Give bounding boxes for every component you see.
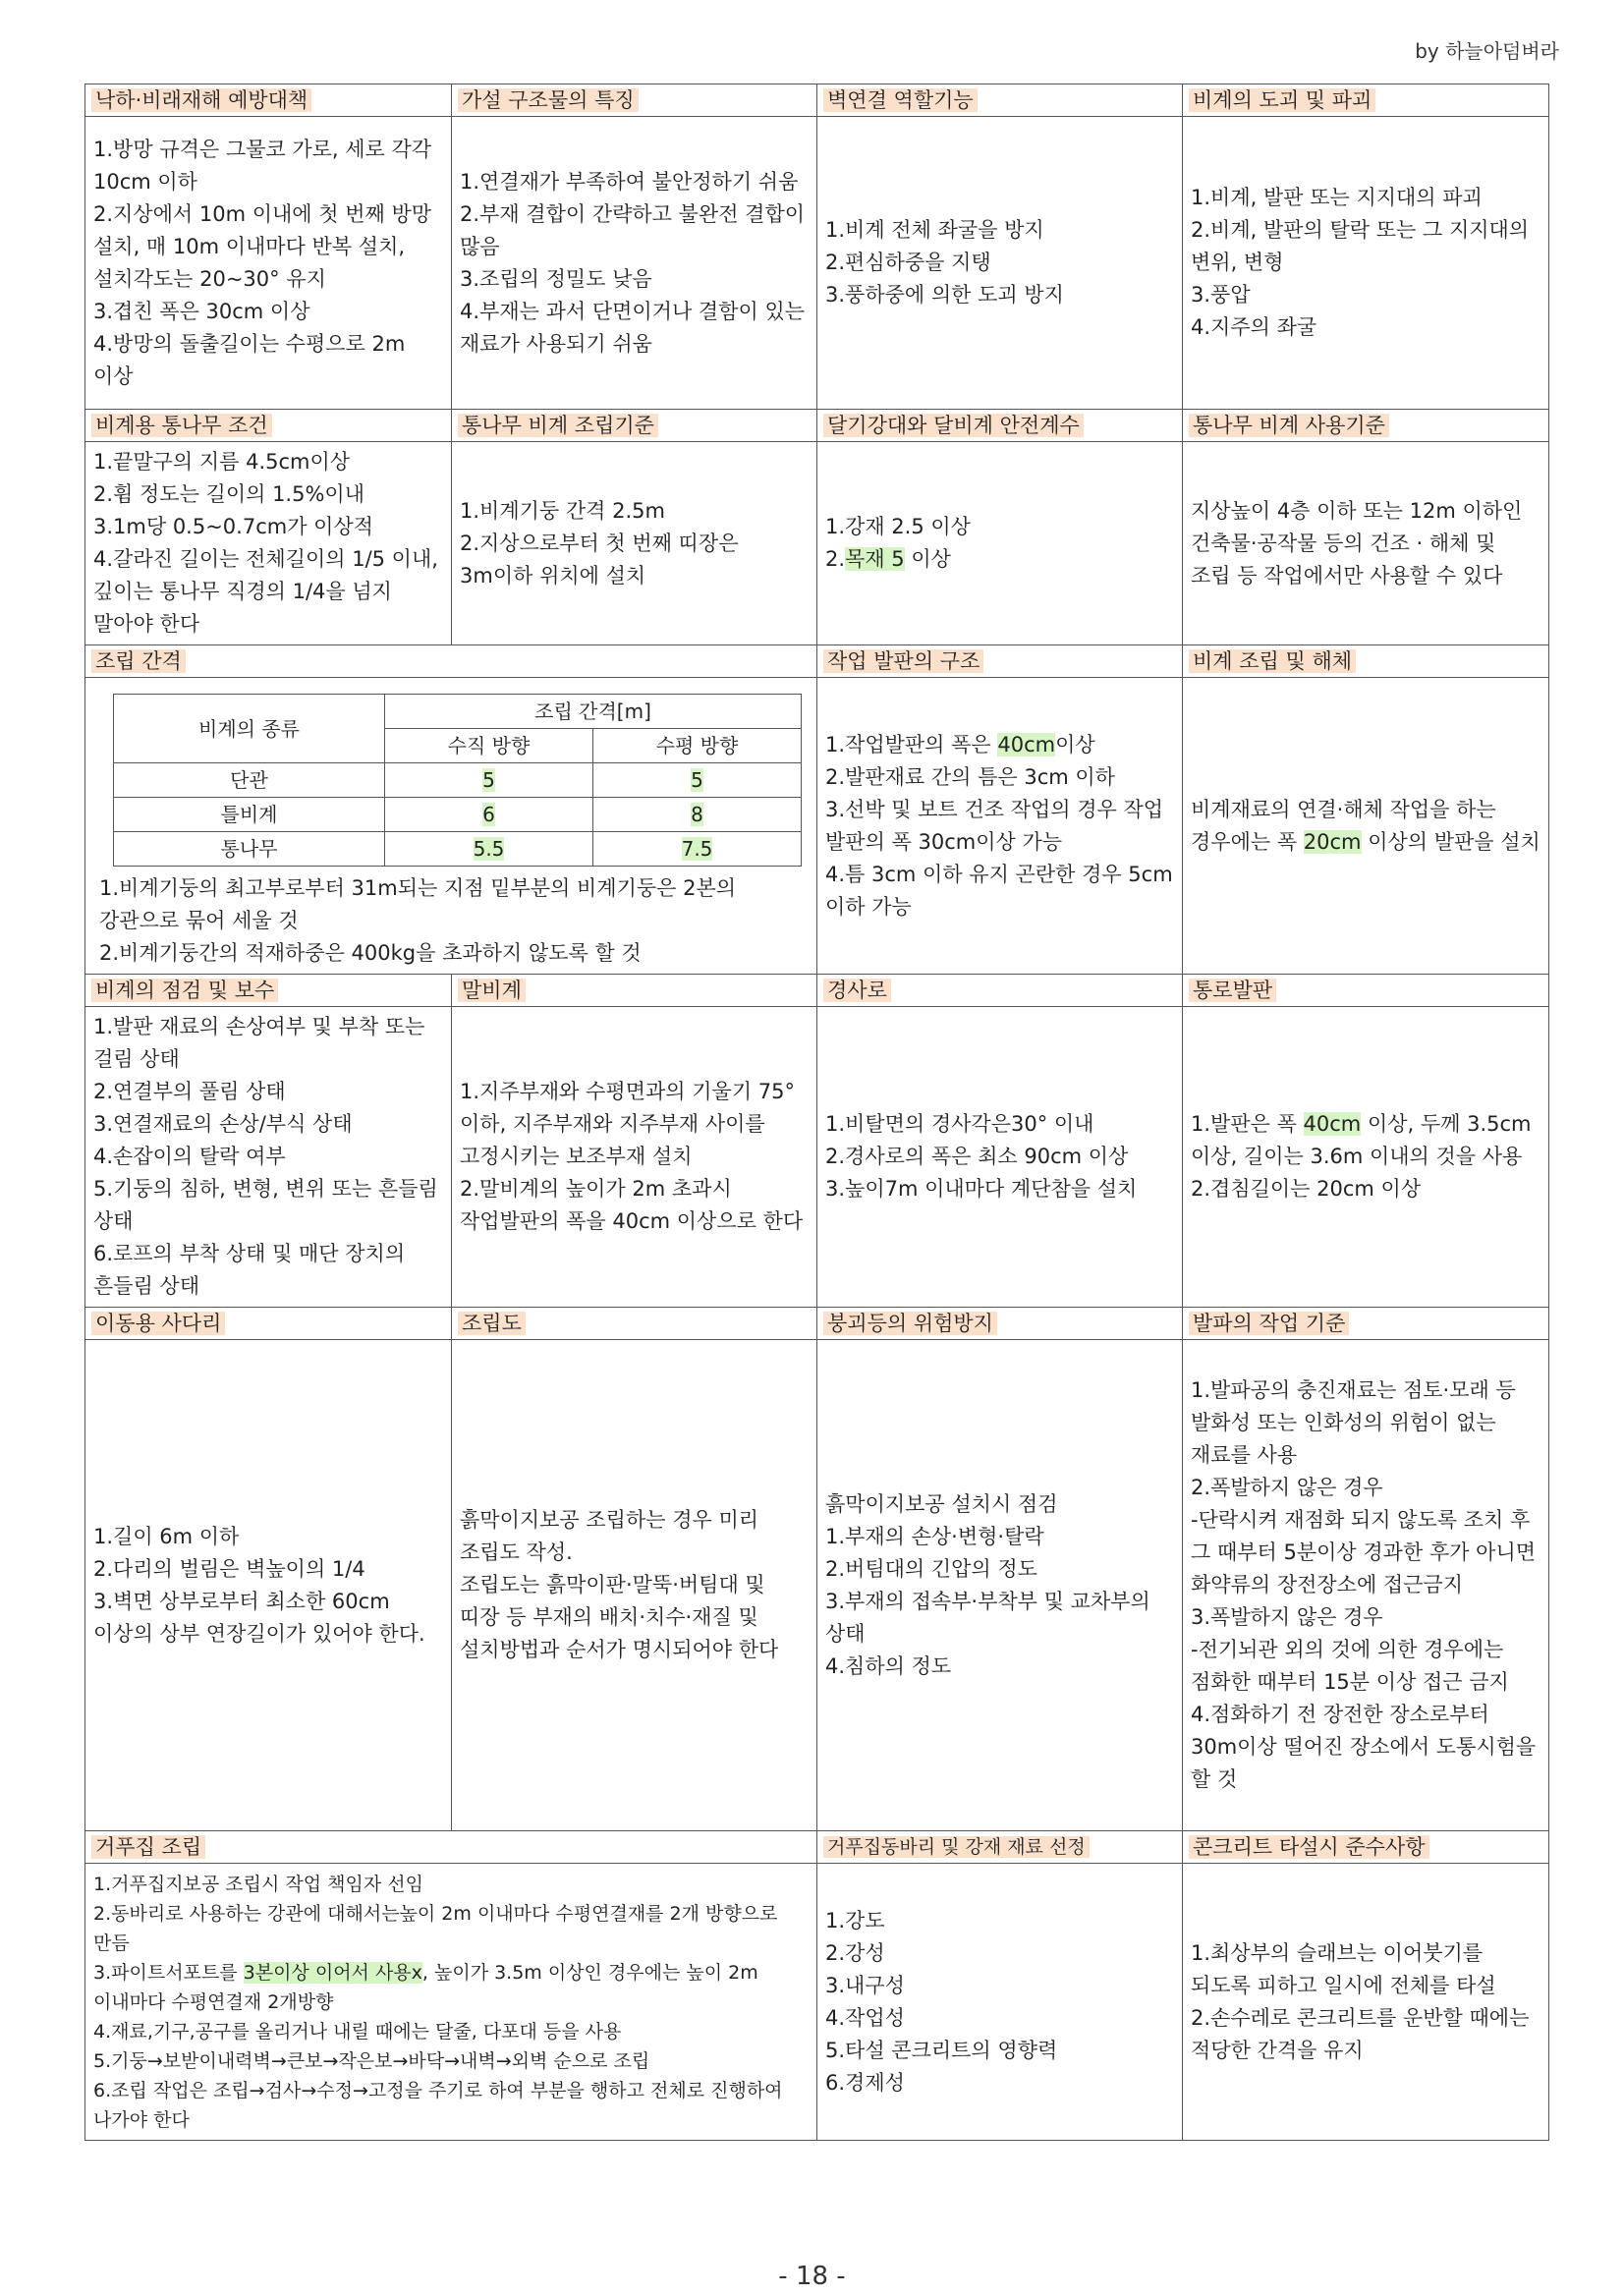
cell-log-condition: 1.끝말구의 지름 4.5cm이상 2.휨 정도는 길이의 1.5%이내 3.1m당 0.5~0.7cm가 이상적 4.갈라진 길이는 전체길이의 1/5 이내, 깊이는 통나무 직경의 1/4을 넘지 말아야 한다 <box>85 442 452 645</box>
cell-wall-tie: 1.비계 전체 좌굴을 방지 2.편심하중을 지탱 3.풍하중에 의한 도괴 방지 <box>817 117 1183 410</box>
interval-table <box>113 694 802 867</box>
interval-kind: 틀비계 <box>114 798 385 832</box>
heading-ramp: 경사로 <box>817 975 1183 1007</box>
interval-vertical: 5 <box>385 763 593 798</box>
table-row <box>114 798 802 832</box>
cell-material-selection: 1.강도 2.강성 3.내구성 4.작업성 5.타설 콘크리트의 영향력 6.경제성 <box>817 1864 1183 2141</box>
author-byline: by 하늘아덤벼라 <box>1415 39 1559 63</box>
heading-material-selection: 거푸집동바리 및 강재 재료 선정 <box>817 1831 1183 1864</box>
safety-summary-table <box>84 84 1549 2141</box>
cell-log-assembly: 1.비계기둥 간격 2.5m 2.지상으로부터 첫 번째 띠장은 3m이하 위치에 설치 <box>452 442 817 645</box>
heading-assembly-interval: 조립 간격 <box>85 645 817 678</box>
cell-collapse-prevention: 흙막이지보공 설치시 점검 1.부재의 손상·변형·탈락 2.버팀대의 긴압의 정도 3.부재의 접속부·부착부 및 교차부의 상태 4.침하의 정도 <box>817 1340 1183 1831</box>
heading-ladder: 이동용 사다리 <box>85 1308 452 1340</box>
heading-fall-prevention: 낙하·비래재해 예방대책 <box>85 84 452 117</box>
heading-temporary-structure: 가설 구조물의 특징 <box>452 84 817 117</box>
cell-assembly-drawing: 흙막이지보공 조립하는 경우 미리 조립도 작성. 조립도는 흙막이판·말뚝·버팀대 및 띠장 등 부재의 배치·치수·재질 및 설치방법과 순서가 명시되어야 한다 <box>452 1340 817 1831</box>
interval-horizontal: 8 <box>593 798 802 832</box>
heading-inspection: 비계의 점검 및 보수 <box>85 975 452 1007</box>
cell-safety-factor: 1.강재 2.5 이상 2.목재 5 이상 <box>817 442 1183 645</box>
cell-ramp: 1.비탈면의 경사각은30° 이내 2.경사로의 폭은 최소 90cm 이상 3.높이7m 이내마다 계단참을 설치 <box>817 1007 1183 1308</box>
heading-log-assembly: 통나무 비계 조립기준 <box>452 410 817 442</box>
cell-fall-prevention: 1.방망 규격은 그물코 가로, 세로 각각 10cm 이하 2.지상에서 10m 이내에 첫 번째 방망 설치, 매 10m 이내마다 반복 설치, 설치각도는 20~30° 유지 3.겹친 폭은 30cm 이상 4.방망의 돌출길이는 수평으로 2m 이상 <box>85 117 452 410</box>
cell-ladder: 1.길이 6m 이하 2.다리의 벌림은 벽높이의 1/4 3.벽면 상부로부터 최소한 60cm 이상의 상부 연장길이가 있어야 한다. <box>85 1340 452 1831</box>
heading-safety-factor: 달기강대와 달비계 안전계수 <box>817 410 1183 442</box>
cell-log-usage: 지상높이 4층 이하 또는 12m 이하인 건축물·공작물 등의 건조 · 해체 및 조립 등 작업에서만 사용할 수 있다 <box>1183 442 1549 645</box>
interval-col-horizontal: 수평 방향 <box>593 729 802 763</box>
heading-assembly-drawing: 조립도 <box>452 1308 817 1340</box>
cell-walkway: 1.발판은 폭 40cm 이상, 두께 3.5cm 이상, 길이는 3.6m 이내의 것을 사용 2.겹침길이는 20cm 이상 <box>1183 1007 1549 1308</box>
cell-blasting: 1.발파공의 충진재료는 점토·모래 등 발화성 또는 인화성의 위험이 없는 재료를 사용 2.폭발하지 않은 경우 -단락시켜 재점화 되지 않도록 조치 후 그 때부터 5분이상 경과한 후가 아니면 화약류의 장전장소에 접근금지 3.폭발하지 않은 경우 -전기뇌관 외의 것에 의한 경우에는 점화한 때부터 15분 이상 접근 금지 4.점화하기 전 장전한 장소로부터 30m이상 떨어진 장소에서 도통시험을 할 것 <box>1183 1340 1549 1831</box>
table-row <box>114 832 802 867</box>
cell-platform-structure: 1.작업발판의 폭은 40cm이상 2.발판재료 간의 틈은 3cm 이하 3.선박 및 보트 건조 작업의 경우 작업 발판의 폭 30cm이상 가능 4.틈 3cm 이하 유지 곤란한 경우 5cm 이하 가능 <box>817 678 1183 975</box>
interval-col-kind: 비계의 종류 <box>114 695 385 763</box>
interval-col-gap: 조립 간격[m] <box>385 695 802 729</box>
heading-walkway: 통로발판 <box>1183 975 1549 1007</box>
cell-assembly-interval <box>85 678 817 975</box>
heading-wall-tie: 벽연결 역할기능 <box>817 84 1183 117</box>
interval-notes: 1.비계기둥의 최고부로부터 31m되는 지점 밑부분의 비계기둥은 2본의 강관으로 묶어 세울 것 2.비계기둥간의 적재하중은 400kg을 초과하지 않도록 할 것 <box>99 876 743 965</box>
heading-log-condition: 비계용 통나무 조건 <box>85 410 452 442</box>
interval-horizontal: 7.5 <box>593 832 802 867</box>
heading-blasting: 발파의 작업 기준 <box>1183 1308 1549 1340</box>
heading-scaffold-collapse: 비계의 도괴 및 파괴 <box>1183 84 1549 117</box>
cell-horse-scaffold: 1.지주부재와 수평면과의 기울기 75° 이하, 지주부재와 지주부재 사이를 고정시키는 보조부재 설치 2.말비계의 높이가 2m 초과시 작업발판의 폭을 40cm 이상으로 한다 <box>452 1007 817 1308</box>
cell-inspection: 1.발판 재료의 손상여부 및 부착 또는 걸림 상태 2.연결부의 풀림 상태 3.연결재료의 손상/부식 상태 4.손잡이의 탈락 여부 5.기둥의 침하, 변형, 변위 또는 흔들림 상태 6.로프의 부착 상태 및 매단 장치의 흔들림 상태 <box>85 1007 452 1308</box>
page-number: - 18 - <box>778 2262 846 2291</box>
cell-formwork: 1.거푸집지보공 조립시 작업 책임자 선임 2.동바리로 사용하는 강관에 대해서는높이 2m 이내마다 수평연결재를 2개 방향으로 만듬 3.파이트서포트를 3본이상 이어서 사용x, 높이가 3.5m 이상인 경우에는 높이 2m 이내마다 수평연결재 2개방향 4.재료,기구,공구를 올리거나 내릴 때에는 달줄, 다포대 등을 사용 5.기둥→보받이내력벽→큰보→작은보→바닥→내벽→외벽 순으로 조립 6.조립 작업은 조립→검사→수정→고정을 주기로 하여 부분을 행하고 전체로 진행하여 나가야 한다 <box>85 1864 817 2141</box>
heading-formwork: 거푸집 조립 <box>85 1831 817 1864</box>
cell-scaffold-collapse: 1.비계, 발판 또는 지지대의 파괴 2.비계, 발판의 탈락 또는 그 지지대의 변위, 변형 3.풍압 4.지주의 좌굴 <box>1183 117 1549 410</box>
table-row <box>114 763 802 798</box>
interval-vertical: 6 <box>385 798 593 832</box>
interval-col-vertical: 수직 방향 <box>385 729 593 763</box>
cell-concrete: 1.최상부의 슬래브는 이어붓기를 되도록 피하고 일시에 전체를 타설 2.손수레로 콘크리트를 운반할 때에는 적당한 간격을 유지 <box>1183 1864 1549 2141</box>
cell-temporary-structure: 1.연결재가 부족하여 불안정하기 쉬움 2.부재 결합이 간략하고 불완전 결합이 많음 3.조립의 정밀도 낮음 4.부재는 과서 단면이거나 결함이 있는 재료가 사용되기 쉬움 <box>452 117 817 410</box>
heading-platform-structure: 작업 발판의 구조 <box>817 645 1183 678</box>
heading-collapse-prevention: 붕괴등의 위험방지 <box>817 1308 1183 1340</box>
interval-horizontal: 5 <box>593 763 802 798</box>
heading-concrete: 콘크리트 타설시 준수사항 <box>1183 1831 1549 1864</box>
interval-kind: 통나무 <box>114 832 385 867</box>
cell-scaffold-assembly: 비계재료의 연결·해체 작업을 하는 경우에는 폭 20cm 이상의 발판을 설치 <box>1183 678 1549 975</box>
heading-log-usage: 통나무 비계 사용기준 <box>1183 410 1549 442</box>
interval-vertical: 5.5 <box>385 832 593 867</box>
heading-horse-scaffold: 말비계 <box>452 975 817 1007</box>
interval-kind: 단관 <box>114 763 385 798</box>
heading-scaffold-assembly: 비계 조립 및 해체 <box>1183 645 1549 678</box>
